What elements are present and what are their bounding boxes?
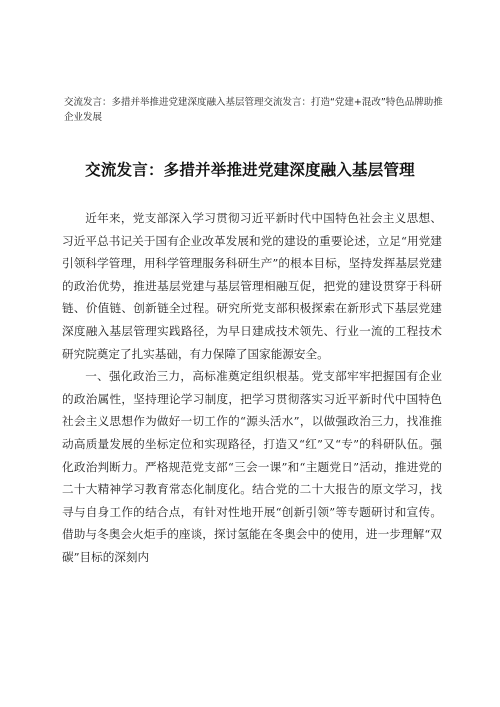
document-main-title: 交流发言：多措并举推进党建深度融入基层管理 <box>85 161 415 179</box>
document-body <box>62 207 442 569</box>
document-header-title: 交流发言：多措并举推进党建深度融入基层管理交流发言：打造“党建+混改”特色品牌助推企业发展 <box>64 97 443 123</box>
body-paragraph-intro: 近年来，党支部深入学习贯彻习近平新时代中国特色社会主义思想、习近平总书记关于国有企业改革发展和党的建设的重要论述，立足“用党建引领科学管理，用科学管理服务科研生产”的根本目标，坚持发挥基层党建的政治优势，推进基层党建与基层管理相融互促，把党的建设贯穿于科研链、价值链、创新链全过程。研究所党支部积极探索在新形式下基层党建深度融入基层管理实践路径，为早日建成技术领先、行业一流的工程技术研究院奠定了扎实基础，有力保障了国家能源安全。 <box>62 211 442 361</box>
body-paragraph-section-one: 一、强化政治三力，高标准奠定组织根基。党支部牢牢把握国有企业的政治属性，坚持理论学习制度，把学习贯彻落实习近平新时代中国特色社会主义思想作为做好一切工作的“源头活水”，以做强政治三力，找准推动高质量发展的坐标定位和实现路径，打造又“红”又“专”的科研队伍。强化政治判断力。严格规范党支部“三会一课”和“主题党日”活动，推进党的二十大精神学习教育常态化制度化。结合党的二十大报告的原文学习，找寻与自身工作的结合点，有针对性地开展“创新引领”等专题研讨和宣传。借助与冬奥会火炬手的座谈，探讨氢能在冬奥会中的使用，进一步理解“双碳”目标的深刻内 <box>62 369 442 564</box>
